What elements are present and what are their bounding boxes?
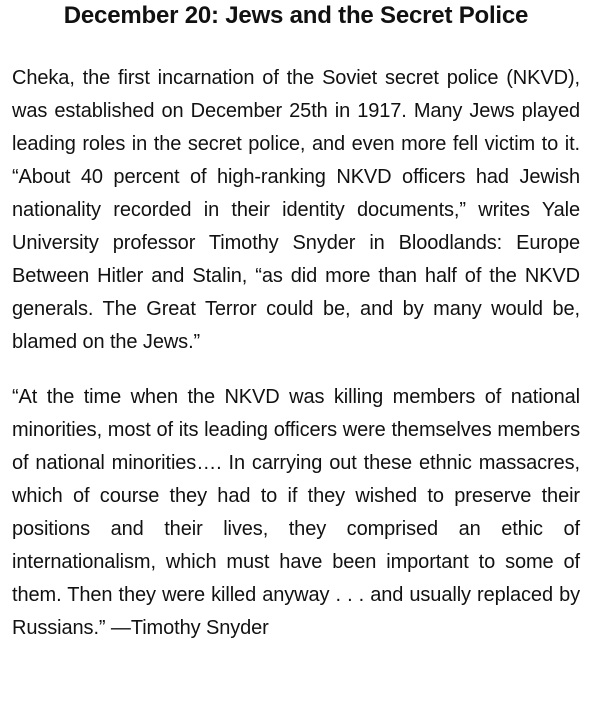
- paragraph-snyder-quote: “At the time when the NKVD was killing members of national minorities, most of its leading officers were themselves members of national minorities…. In carrying out these ethnic massacres, which of course they had to if they wished to preserve their positions and their lives, they comprised an ethic of internationalism, which must have been important to some of them. Then they were killed anyway . . . and usually replaced by Russians.” —Timothy Snyder: [12, 386, 580, 639]
- paragraph-cheka-history: Cheka, the first incarnation of the Soviet secret police (NKVD), was established on December 25th in 1917. Many Jews played leading roles in the secret police, and even more fell victim to it. “About 40 percent of high-ranking NKVD officers had Jewish nationality recorded in their identity documents,” writes Yale University professor Timothy Snyder in Bloodlands: Europe Between Hitler and Stalin, “as did more than half of the NKVD generals. The Great Terror could be, and by many would be, blamed on the Jews.”: [12, 67, 580, 353]
- page-title: December 20: Jews and the Secret Police: [63, 2, 529, 29]
